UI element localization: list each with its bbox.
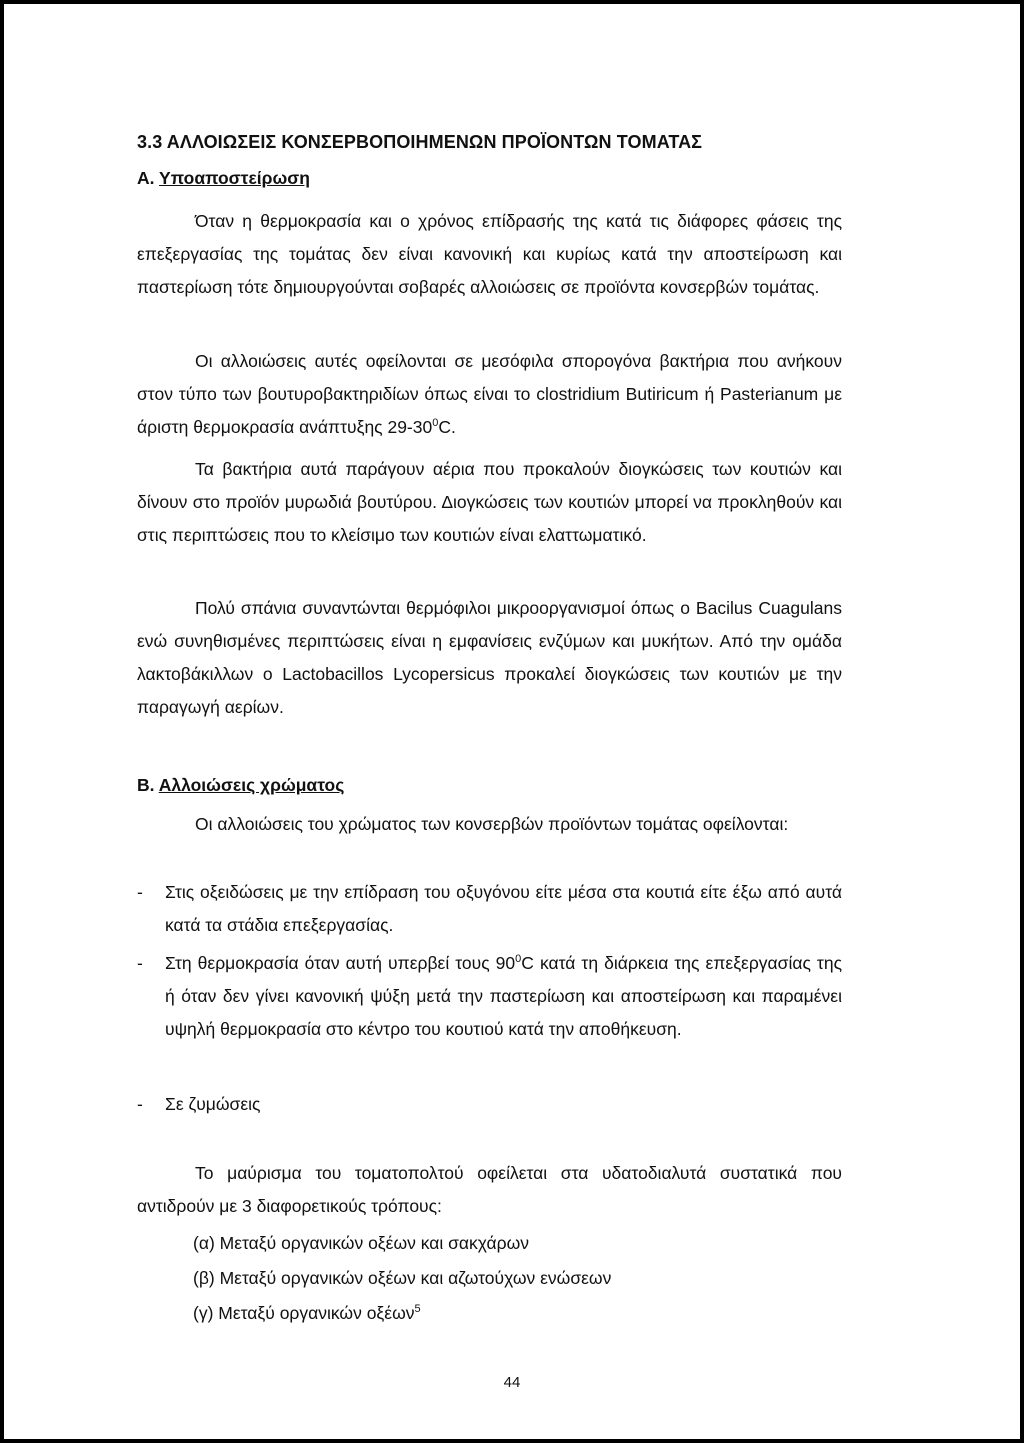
paragraph-a1-text: Όταν η θερμοκρασία και ο χρόνος επίδρασής της κατά τις διάφορες φάσεις της επεξεργασίας της τομάτας δεν είναι κανονική και κυρίως κατά την αποστείρωση και παστερίωση τότε δημιουργούνται σοβαρές αλλοιώσεις σε προϊόντα κονσερβών τομάτας. bbox=[137, 211, 842, 297]
paragraph-a3-text: Τα βακτήρια αυτά παράγουν αέρια που προκαλούν διογκώσεις των κουτιών και δίνουν στο προϊόν μυρωδιά βουτύρου. Διογκώσεις των κουτιών μπορεί να προκληθούν και στις περιπτώσεις που το κλείσιμο των κουτιών είναι ελαττωματικό. bbox=[137, 459, 842, 545]
bullet-item bbox=[137, 1088, 842, 1121]
paragraph-a2 bbox=[137, 345, 842, 444]
subsection-b-label: Αλλοιώσεις χρώματος bbox=[158, 775, 345, 795]
paragraph-a4 bbox=[137, 592, 842, 724]
option-item bbox=[193, 1262, 611, 1295]
bullet-text-continued: C κατά τη διάρκεια της επεξεργασίας της ή όταν δεν γίνει κανονική ψύξη μετά την παστερίωση και αποστείρωση και παραμένει υψηλή θερμοκρασία στο κέντρο του κουτιού κατά την αποθήκευση. bbox=[165, 953, 843, 1039]
bullet-text: Στη θερμοκρασία όταν αυτή υπερβεί τους 90 bbox=[165, 953, 516, 973]
option-text: (β) Μεταξύ οργανικών οξέων και αζωτούχων ενώσεων bbox=[193, 1268, 612, 1288]
section-heading: 3.3 ΑΛΛΟΙΩΣΕΙΣ ΚΟΝΣΕΡΒΟΠΟΙΗΜΕΝΩΝ ΠΡΟΪΟΝΤΩΝ ΤΟΜΑΤΑΣ bbox=[137, 132, 703, 152]
degree-superscript: 0 bbox=[432, 417, 439, 429]
degree-superscript: 0 bbox=[515, 953, 522, 965]
paragraph-b2-text: Το μαύρισμα του τοματοπολτού οφείλεται στα υδατοδιαλυτά συστατικά που αντιδρούν με 3 διαφορετικούς τρόπους: bbox=[137, 1163, 842, 1216]
subsection-b-prefix: Β. bbox=[137, 775, 159, 795]
option-item bbox=[193, 1297, 421, 1330]
paragraph-a2-unit: C. bbox=[438, 417, 456, 437]
option-text: (γ) Μεταξύ οργανικών οξέων bbox=[193, 1303, 415, 1323]
bullet-item bbox=[137, 947, 842, 1046]
option-text: (α) Μεταξύ οργανικών οξέων και σακχάρων bbox=[193, 1233, 529, 1253]
bullet-dash: - bbox=[137, 1094, 143, 1114]
bullet-text: Στις οξειδώσεις με την επίδραση του οξυγόνου είτε μέσα στα κουτιά είτε έξω από αυτά κατά τα στάδια επεξεργασίας. bbox=[165, 882, 842, 935]
paragraph-b1 bbox=[137, 808, 842, 841]
option-item bbox=[193, 1227, 529, 1260]
subsection-b-title bbox=[137, 775, 344, 796]
paragraph-a1 bbox=[137, 205, 842, 304]
bullet-item bbox=[137, 876, 842, 942]
scan-border-right bbox=[1020, 0, 1024, 1443]
subsection-a-label: Υποαποστείρωση bbox=[159, 168, 310, 188]
subsection-a-title bbox=[137, 168, 310, 189]
paragraph-a4-text: Πολύ σπάνια συναντώνται θερμόφιλοι μικροοργανισμοί όπως ο Bacilus Cuagulans ενώ συνηθισμένες περιπτώσεις είναι η εμφανίσεις ενζύμων και μυκήτων. Από την ομάδα λακτοβάκιλλων ο Lactobacillos Lycopersicus προκαλεί διογκώσεις των κουτιών με την παραγωγή αερίων. bbox=[137, 598, 842, 717]
paragraph-a2-text: Οι αλλοιώσεις αυτές οφείλονται σε μεσόφιλα σπορογόνα βακτήρια που ανήκουν στον τύπο των βουτυροβακτηριδίων όπως είναι το clostridium Butiricum ή Pasterianum με άριστη θερμοκρασία ανάπτυξης 29-30 bbox=[137, 351, 842, 437]
footnote-marker: 5 bbox=[414, 1303, 421, 1315]
paragraph-b2 bbox=[137, 1157, 842, 1223]
scan-border-left bbox=[0, 0, 4, 1443]
subsection-a-prefix: Α. bbox=[137, 168, 160, 188]
paragraph-b1-text: Οι αλλοιώσεις του χρώματος των κονσερβών προϊόντων τομάτας οφείλονται: bbox=[195, 814, 789, 834]
bullet-dash: - bbox=[137, 953, 143, 973]
paragraph-a3 bbox=[137, 453, 842, 552]
page-number: 44 bbox=[503, 1374, 521, 1391]
bullet-dash: - bbox=[137, 882, 143, 902]
bullet-text: Σε ζυμώσεις bbox=[165, 1094, 261, 1114]
